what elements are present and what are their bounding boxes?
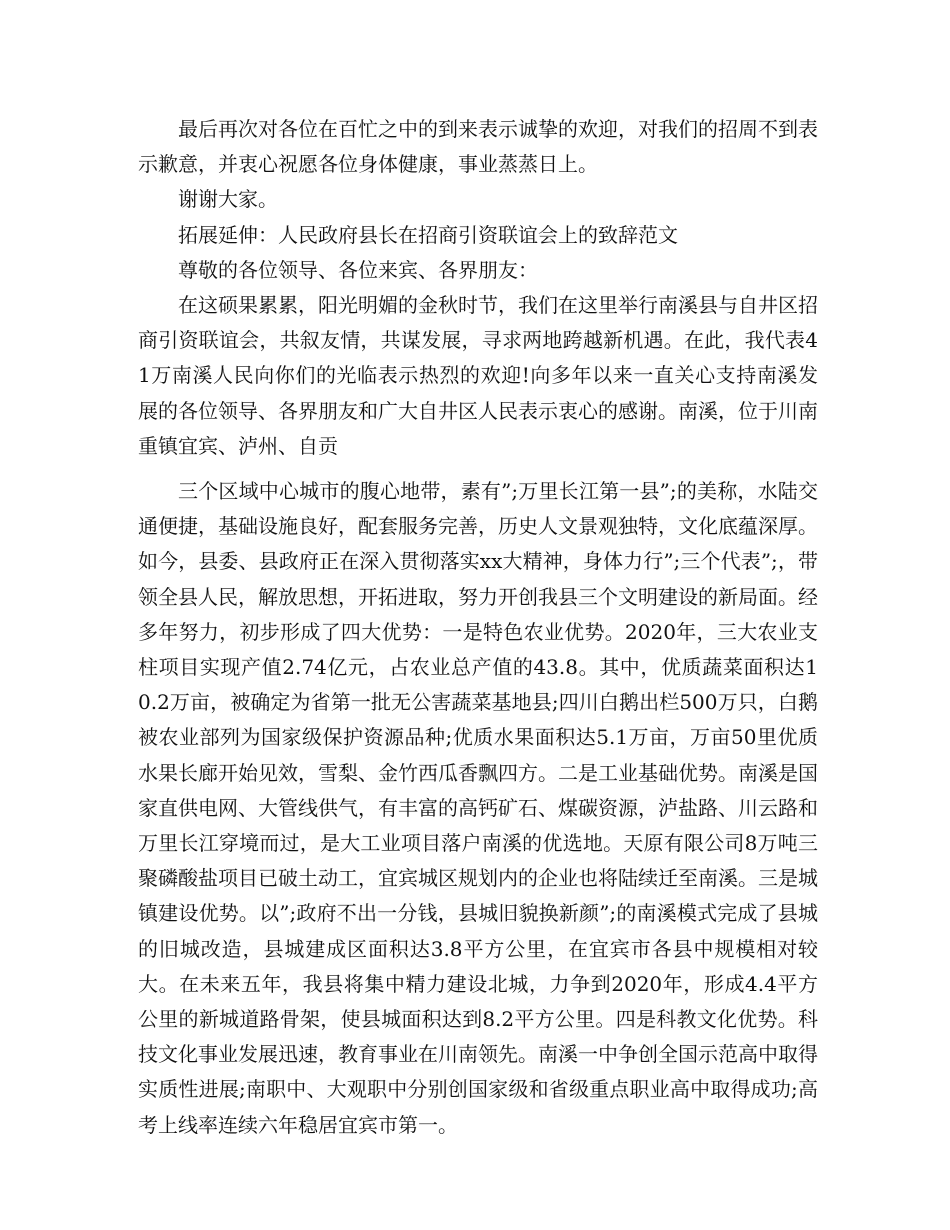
paragraph-closing-remarks: 最后再次对各位在百忙之中的到来表示诚挚的欢迎，对我们的招周不到表示歉意，并衷心祝愿各位身体健康，事业蒸蒸日上。: [138, 117, 818, 177]
paragraph-advantages: 三个区域中心城市的腹心地带，素有”;万里长江第一县”;的美称，水陆交通便捷，基础设施良好，配套服务完善，历史人文景观独特，文化底蕴深厚。如今，县委、县政府正在深入贯彻落实xx大精神，身体力行”;三个代表”;，带领全县人民，解放思想，开拓进取，努力开创我县三个文明建设的新局面。经多年努力，初步形成了四大优势：一是特色农业优势。2020年，三大农业支柱项目实现产值2.74亿元，占农业总产值的43.8。其中，优质蔬菜面积达10.2万亩，被确定为省第一批无公害蔬菜基地县;四川白鹅出栏500万只，白鹅被农业部列为国家级保护资源品种;优质水果面积达5.1万亩，万亩50里优质水果长廊开始见效，雪梨、金竹西瓜香飘四方。二是工业基础优势。南溪是国家直供电网、大管线供气，有丰富的高钙矿石、煤碳资源，泸盐路、川云路和万里长江穿境而过，是大工业项目落户南溪的优选地。天原有限公司8万吨三聚磷酸盐项目已破土动工，宜宾城区规划内的企业也将陆续迁至南溪。三是城镇建设优势。以”;政府不出一分钱，县城旧貌换新颜”;的南溪模式完成了县城的旧城改造，县城建成区面积达3.8平方公里，在宜宾市各县中规模相对较大。在未来五年，我县将集中精力建设北城，力争到2020年，形成4.4平方公里的新城道路骨架，使县城面积达到8.2平方公里。四是科教文化优势。科技文化事业发展迅速，教育事业在川南领先。南溪一中争创全国示范高中取得实质性进展;南职中、大观职中分别创国家级和省级重点职业高中取得成功;高考上线率连续六年稳居宜宾市第一。: [138, 479, 818, 1137]
paragraph-welcome: 在这硕果累累，阳光明媚的金秋时节，我们在这里举行南溪县与自井区招商引资联谊会，共叙友情，共谋发展，寻求两地跨越新机遇。在此，我代表41万南溪人民向你们的光临表示热烈的欢迎!向多年以来一直关心支持南溪发展的各位领导、各界朋友和广大自井区人民表示衷心的感谢。南溪，位于川南重镇宜宾、泸州、自贡: [138, 293, 818, 458]
paragraph-extension-title: 拓展延伸：人民政府县长在招商引资联谊会上的致辞范文: [178, 222, 678, 247]
document-body: [138, 112, 818, 1143]
paragraph-salutation: 尊敬的各位领导、各位来宾、各界朋友：: [178, 257, 538, 282]
paragraph-thanks: 谢谢大家。: [178, 187, 278, 212]
